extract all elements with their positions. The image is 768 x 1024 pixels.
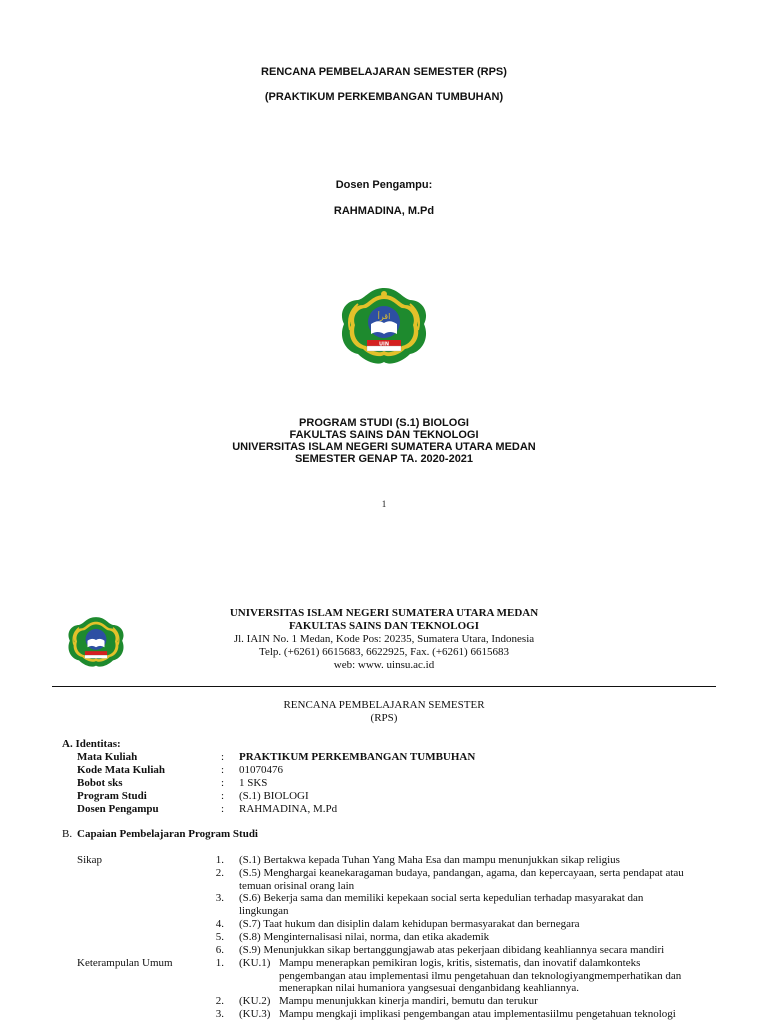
- ku-item-1: [279, 957, 718, 995]
- sikap-item-line: lingkungan: [239, 904, 289, 917]
- sikap-item-3: [239, 892, 718, 917]
- ident-value-dosen: RAHMADINA, M.Pd: [239, 803, 338, 815]
- sikap-label: Sikap: [77, 854, 103, 866]
- logo-script-text: اقرأ: [377, 312, 391, 321]
- cover-subtitle: (PRAKTIKUM PERKEMBANGAN TUMBUHAN): [264, 91, 504, 103]
- header-university: UNIVERSITAS ISLAM NEGERI SUMATERA UTARA MEDAN: [229, 607, 539, 619]
- sikap-item-1: [239, 854, 718, 867]
- header-web: web: www. uinsu.ac.id: [333, 659, 435, 671]
- sikap-item-line: (S.6) Bekerja sama dan memiliki kepekaan social serta kepedulian terhadap masyarakat dan: [239, 892, 644, 904]
- sikap-item-line: (S.5) Menghargai keanekaragaman budaya, pandangan, agama, dan kepercayaan, serta pendapat atau: [239, 867, 684, 879]
- dosen-label: Dosen Pengampu:: [335, 179, 433, 191]
- sikap-item-2: [239, 867, 718, 892]
- rps-abbr: (RPS): [370, 712, 398, 724]
- sikap-num: 5.: [215, 931, 224, 943]
- sikap-item-line: (S.8) Menginternalisasi nilai, norma, dan etika akademik: [239, 931, 490, 943]
- sikap-num: 4.: [215, 918, 224, 930]
- ku-num: 1.: [215, 957, 224, 969]
- capaian-letter: B.: [62, 828, 73, 840]
- ku-item-line: Mampu menunjukkan kinerja mandiri, bemutu dan terukur: [279, 995, 538, 1007]
- ident-value-program: (S.1) BIOLOGI: [239, 790, 309, 802]
- program-line-4: SEMESTER GENAP TA. 2020-2021: [294, 453, 474, 465]
- ident-label-dosen: Dosen Pengampu: [77, 803, 159, 815]
- sikap-item-line: (S.9) Menunjukkan sikap bertanggungjawab atas pekerjaan dibidang keahliannya secara mandiri: [239, 944, 665, 956]
- ident-value-mata-kuliah: PRAKTIKUM PERKEMBANGAN TUMBUHAN: [239, 751, 476, 763]
- ku-code: (KU.1): [239, 957, 271, 969]
- ident-label-mata-kuliah: Mata Kuliah: [77, 751, 138, 763]
- ku-item-3: [279, 1008, 718, 1021]
- sikap-num: 1.: [215, 854, 224, 866]
- rps-title-line: RENCANA PEMBELAJARAN SEMESTER: [283, 699, 485, 711]
- ku-item-line: Mampu mengkaji implikasi pengembangan atau implementasiilmu pengetahuan teknologi: [279, 1008, 676, 1020]
- ident-value-bobot: 1 SKS: [239, 777, 268, 789]
- ident-colon: :: [221, 764, 225, 776]
- ku-item-line: Mampu menerapkan pemikiran logis, kritis, sistematis, dan inovatif dalamkonteks: [279, 957, 641, 969]
- ident-value-kode: 01070476: [239, 764, 283, 776]
- ku-code: (KU.2): [239, 995, 271, 1007]
- ident-label-bobot: Bobot sks: [77, 777, 123, 789]
- sikap-item-4: [239, 918, 718, 931]
- ku-item-line: pengembangan atau implementasi ilmu pengetahuan dan teknologiyangmemperhatikan dan: [279, 969, 682, 982]
- ident-colon: :: [221, 803, 225, 815]
- ku-label: Keterampulan Umum: [77, 957, 173, 969]
- ident-label-kode: Kode Mata Kuliah: [77, 764, 166, 776]
- ku-code: (KU.3): [239, 1008, 271, 1020]
- ident-colon: :: [221, 790, 225, 802]
- header-phone: Telp. (+6261) 6615683, 6622925, Fax. (+6261) 6615683: [259, 646, 509, 658]
- capaian-heading: Capaian Pembelajaran Program Studi: [77, 828, 258, 840]
- ku-item-2: [279, 995, 718, 1008]
- dosen-name: RAHMADINA, M.Pd: [333, 205, 435, 217]
- sikap-item-line: (S.7) Taat hukum dan disiplin dalam kehidupan bermasyarakat dan bernegara: [239, 918, 580, 930]
- ident-colon: :: [221, 777, 225, 789]
- sikap-num: 6.: [215, 944, 224, 956]
- sikap-item-line: temuan orisinal orang lain: [239, 879, 355, 892]
- program-line-2: FAKULTAS SAINS DAN TEKNOLOGI: [289, 429, 479, 441]
- identitas-heading: A. Identitas:: [62, 738, 121, 750]
- ku-num: 3.: [215, 1008, 224, 1020]
- uin-logo-small: [60, 611, 132, 673]
- sikap-item-6: [239, 944, 718, 957]
- page-number: 1: [381, 499, 387, 509]
- sikap-num: 3.: [215, 892, 224, 904]
- sikap-item-line: (S.1) Bertakwa kepada Tuhan Yang Maha Esa dan mampu menunjukkan sikap religius: [239, 854, 620, 866]
- rps-title: [0, 699, 768, 725]
- ku-item-line: menerapkan nilai humaniora yangsesuai denganbidang keahliannya.: [279, 982, 579, 994]
- header-address: Jl. IAIN No. 1 Medan, Kode Pos: 20235, Sumatera Utara, Indonesia: [233, 633, 535, 645]
- header-divider: [52, 686, 716, 687]
- program-line-1: PROGRAM STUDI (S.1) BIOLOGI: [299, 417, 469, 429]
- sikap-num: 2.: [215, 867, 224, 879]
- uin-logo-large: [329, 286, 439, 366]
- ident-colon: :: [221, 751, 225, 763]
- program-line-3: UNIVERSITAS ISLAM NEGERI SUMATERA UTARA MEDAN: [232, 441, 536, 453]
- sikap-item-5: [239, 931, 718, 944]
- program-block: [0, 417, 768, 465]
- ident-label-program: Program Studi: [77, 790, 147, 802]
- header-faculty: FAKULTAS SAINS DAN TEKNOLOGI: [288, 620, 479, 632]
- cover-title: RENCANA PEMBELAJARAN SEMESTER (RPS): [261, 66, 507, 78]
- logo-text: UIN: [378, 341, 390, 348]
- ku-num: 2.: [215, 995, 224, 1007]
